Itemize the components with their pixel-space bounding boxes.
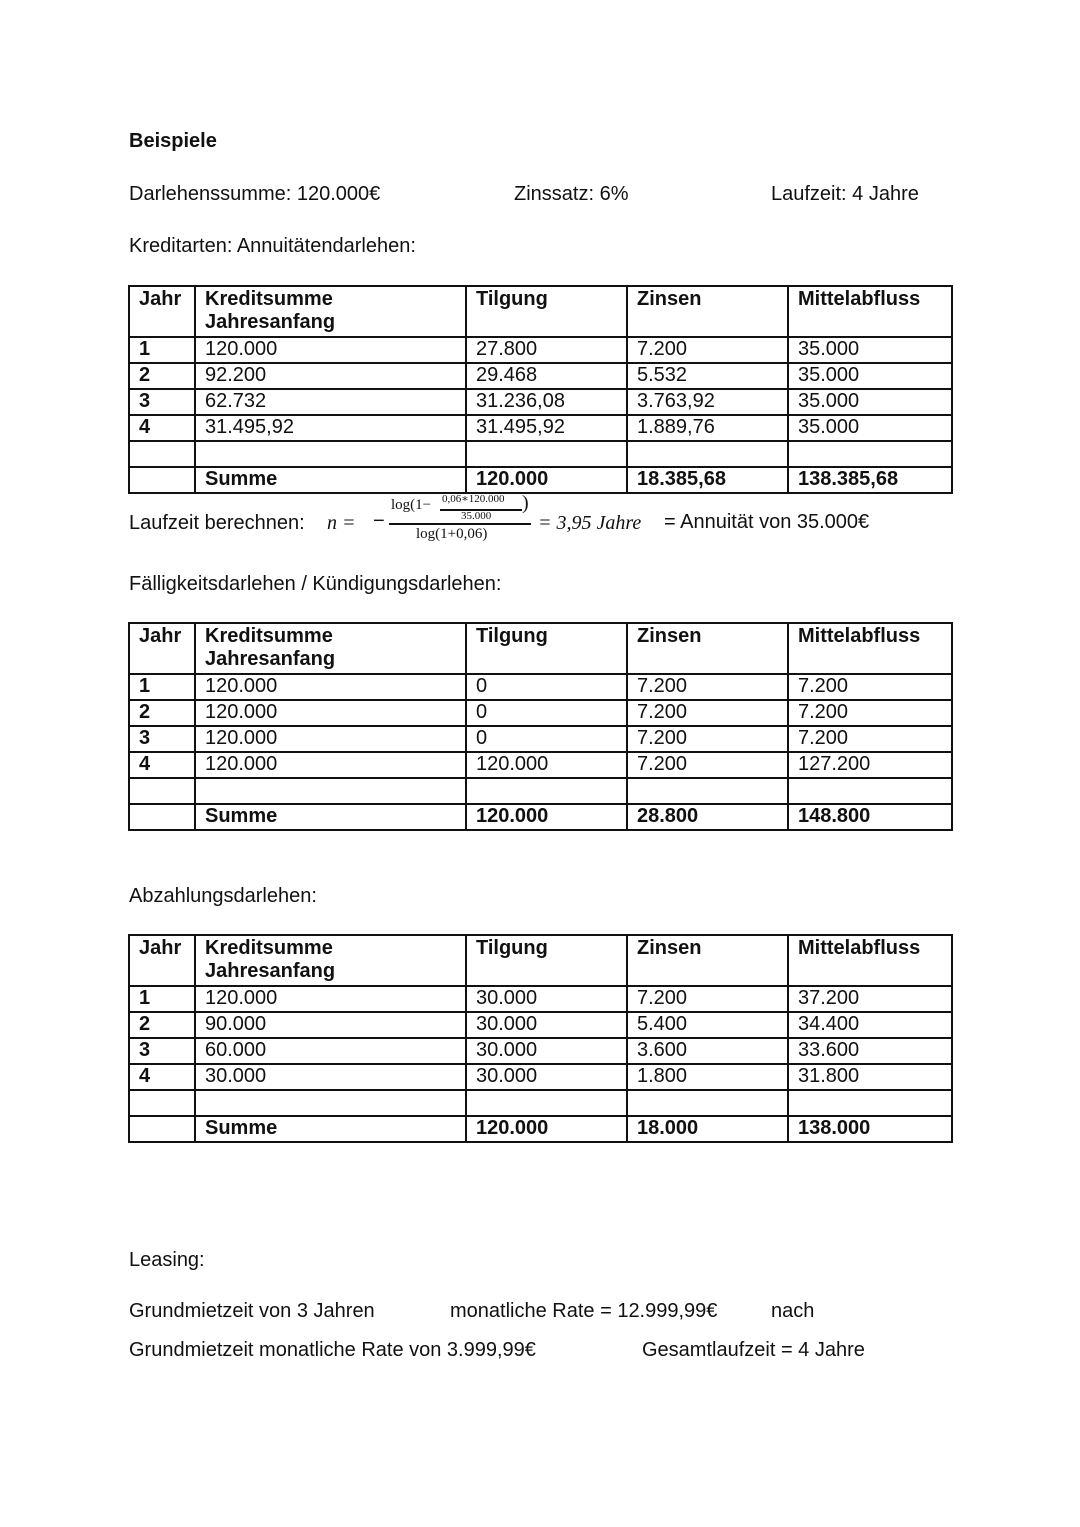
- header-jahr: Jahr: [129, 286, 195, 337]
- table-cell: [129, 467, 195, 493]
- table-cell: 31.495,92: [195, 415, 466, 441]
- leasing-label: Leasing:: [129, 1249, 205, 1271]
- formula-annuity: = Annuität von 35.000€: [664, 511, 870, 533]
- table-cell: 4: [129, 752, 195, 778]
- annuity-table: [128, 285, 953, 494]
- table-empty-row: [129, 1090, 952, 1116]
- table-cell: [788, 441, 952, 467]
- loan-sum: Darlehenssumme: 120.000€: [129, 183, 381, 205]
- table-cell: 120.000: [195, 337, 466, 363]
- section-maturity-label: Fälligkeitsdarlehen / Kündigungsdarlehen:: [129, 573, 502, 595]
- table-header-row: [129, 623, 952, 674]
- table-cell: 0: [466, 700, 627, 726]
- table-cell: 7.200: [788, 674, 952, 700]
- table-cell: 35.000: [788, 363, 952, 389]
- table-cell: 120.000: [466, 1116, 627, 1142]
- table-cell: Summe: [195, 467, 466, 493]
- table-cell: 1.889,76: [627, 415, 788, 441]
- table-cell: [788, 778, 952, 804]
- table-cell: [788, 1090, 952, 1116]
- table-cell: 7.200: [627, 337, 788, 363]
- table-cell: [129, 1090, 195, 1116]
- table-cell: [129, 441, 195, 467]
- table-cell: 7.200: [627, 726, 788, 752]
- header-kreditsumme: Kreditsumme Jahresanfang: [195, 935, 466, 986]
- table-cell: 120.000: [195, 986, 466, 1012]
- table-row: [129, 415, 952, 441]
- table-cell: 1: [129, 674, 195, 700]
- table-cell: [129, 804, 195, 830]
- table-empty-row: [129, 778, 952, 804]
- table-cell: 30.000: [195, 1064, 466, 1090]
- table-cell: 5.400: [627, 1012, 788, 1038]
- table-cell: 27.800: [466, 337, 627, 363]
- table-cell: 62.732: [195, 389, 466, 415]
- table-cell: 34.400: [788, 1012, 952, 1038]
- table-cell: 18.000: [627, 1116, 788, 1142]
- table-cell: [466, 441, 627, 467]
- table-cell: 120.000: [195, 726, 466, 752]
- table-row: [129, 752, 952, 778]
- table-cell: 30.000: [466, 1012, 627, 1038]
- table-cell: 7.200: [627, 986, 788, 1012]
- table-cell: 31.495,92: [466, 415, 627, 441]
- section-installment-label: Abzahlungsdarlehen:: [129, 885, 317, 907]
- formula-result: = 3,95 Jahre: [538, 512, 642, 534]
- table-cell: [195, 1090, 466, 1116]
- table-row: [129, 986, 952, 1012]
- table-row: [129, 389, 952, 415]
- table-cell: 1.800: [627, 1064, 788, 1090]
- table-cell: 7.200: [627, 674, 788, 700]
- leasing-basic-term: Grundmietzeit von 3 Jahren: [129, 1300, 375, 1322]
- table-cell: 120.000: [466, 467, 627, 493]
- installment-table: [128, 934, 953, 1143]
- leasing-monthly-rate: monatliche Rate = 12.999,99€: [450, 1300, 718, 1322]
- table-cell: 0: [466, 726, 627, 752]
- table-cell: 31.800: [788, 1064, 952, 1090]
- table-sum-row: [129, 804, 952, 830]
- table-cell: [129, 1116, 195, 1142]
- table-cell: 120.000: [466, 804, 627, 830]
- table-cell: Summe: [195, 1116, 466, 1142]
- table-cell: 7.200: [627, 752, 788, 778]
- header-tilgung: Tilgung: [466, 286, 627, 337]
- table-row: [129, 1012, 952, 1038]
- table-cell: [466, 1090, 627, 1116]
- header-jahr: Jahr: [129, 623, 195, 674]
- section-annuity-label: Kreditarten: Annuitätendarlehen:: [129, 235, 416, 257]
- table-cell: [195, 778, 466, 804]
- table-cell: 148.800: [788, 804, 952, 830]
- table-cell: 28.800: [627, 804, 788, 830]
- table-cell: 3.600: [627, 1038, 788, 1064]
- loan-term: Laufzeit: 4 Jahre: [771, 183, 919, 205]
- table-empty-row: [129, 441, 952, 467]
- formula-label: Laufzeit berechnen:: [129, 512, 305, 534]
- table-cell: 60.000: [195, 1038, 466, 1064]
- header-mittelabfluss: Mittelabfluss: [788, 935, 952, 986]
- table-cell: 138.385,68: [788, 467, 952, 493]
- table-cell: 35.000: [788, 389, 952, 415]
- leasing-after: nach: [771, 1300, 815, 1322]
- page-title: Beispiele: [129, 130, 217, 152]
- table-row: [129, 337, 952, 363]
- table-row: [129, 1064, 952, 1090]
- table-header-row: [129, 286, 952, 337]
- header-zinsen: Zinsen: [627, 935, 788, 986]
- table-cell: 127.200: [788, 752, 952, 778]
- table-header-row: [129, 935, 952, 986]
- table-cell: 3: [129, 1038, 195, 1064]
- table-cell: 18.385,68: [627, 467, 788, 493]
- table-cell: 7.200: [627, 700, 788, 726]
- table-cell: 7.200: [788, 700, 952, 726]
- table-cell: 0: [466, 674, 627, 700]
- table-cell: [466, 778, 627, 804]
- table-cell: 1: [129, 986, 195, 1012]
- table-row: [129, 1038, 952, 1064]
- header-zinsen: Zinsen: [627, 286, 788, 337]
- table-cell: 35.000: [788, 337, 952, 363]
- table-cell: 30.000: [466, 1038, 627, 1064]
- interest-rate: Zinssatz: 6%: [514, 183, 629, 205]
- table-cell: 3: [129, 389, 195, 415]
- table-row: [129, 726, 952, 752]
- table-cell: 29.468: [466, 363, 627, 389]
- header-kreditsumme: Kreditsumme Jahresanfang: [195, 286, 466, 337]
- table-cell: 92.200: [195, 363, 466, 389]
- formula-n-eq: n =: [327, 512, 356, 534]
- header-mittelabfluss: Mittelabfluss: [788, 286, 952, 337]
- table-row: [129, 674, 952, 700]
- leasing-basic-rate: Grundmietzeit monatliche Rate von 3.999,99€: [129, 1339, 536, 1361]
- table-cell: 2: [129, 700, 195, 726]
- table-cell: [627, 1090, 788, 1116]
- table-cell: 37.200: [788, 986, 952, 1012]
- table-cell: 120.000: [195, 752, 466, 778]
- table-cell: 7.200: [788, 726, 952, 752]
- table-cell: 3.763,92: [627, 389, 788, 415]
- table-row: [129, 700, 952, 726]
- table-cell: Summe: [195, 804, 466, 830]
- table-cell: 120.000: [466, 752, 627, 778]
- header-zinsen: Zinsen: [627, 623, 788, 674]
- table-cell: 33.600: [788, 1038, 952, 1064]
- table-cell: 30.000: [466, 986, 627, 1012]
- table-cell: 30.000: [466, 1064, 627, 1090]
- table-cell: 2: [129, 363, 195, 389]
- header-jahr: Jahr: [129, 935, 195, 986]
- table-cell: 4: [129, 1064, 195, 1090]
- table-cell: 3: [129, 726, 195, 752]
- table-cell: [195, 441, 466, 467]
- header-tilgung: Tilgung: [466, 935, 627, 986]
- table-cell: 35.000: [788, 415, 952, 441]
- table-cell: [627, 778, 788, 804]
- table-cell: 2: [129, 1012, 195, 1038]
- table-cell: 1: [129, 337, 195, 363]
- table-cell: 5.532: [627, 363, 788, 389]
- formula-minus: −: [373, 510, 385, 532]
- table-cell: 138.000: [788, 1116, 952, 1142]
- table-sum-row: [129, 467, 952, 493]
- header-mittelabfluss: Mittelabfluss: [788, 623, 952, 674]
- header-kreditsumme: Kreditsumme Jahresanfang: [195, 623, 466, 674]
- leasing-total-term: Gesamtlaufzeit = 4 Jahre: [642, 1339, 865, 1361]
- table-cell: [627, 441, 788, 467]
- table-cell: 120.000: [195, 700, 466, 726]
- table-sum-row: [129, 1116, 952, 1142]
- table-cell: 4: [129, 415, 195, 441]
- maturity-table: [128, 622, 953, 831]
- table-cell: 31.236,08: [466, 389, 627, 415]
- table-cell: [129, 778, 195, 804]
- table-cell: 90.000: [195, 1012, 466, 1038]
- table-cell: 120.000: [195, 674, 466, 700]
- header-tilgung: Tilgung: [466, 623, 627, 674]
- table-row: [129, 363, 952, 389]
